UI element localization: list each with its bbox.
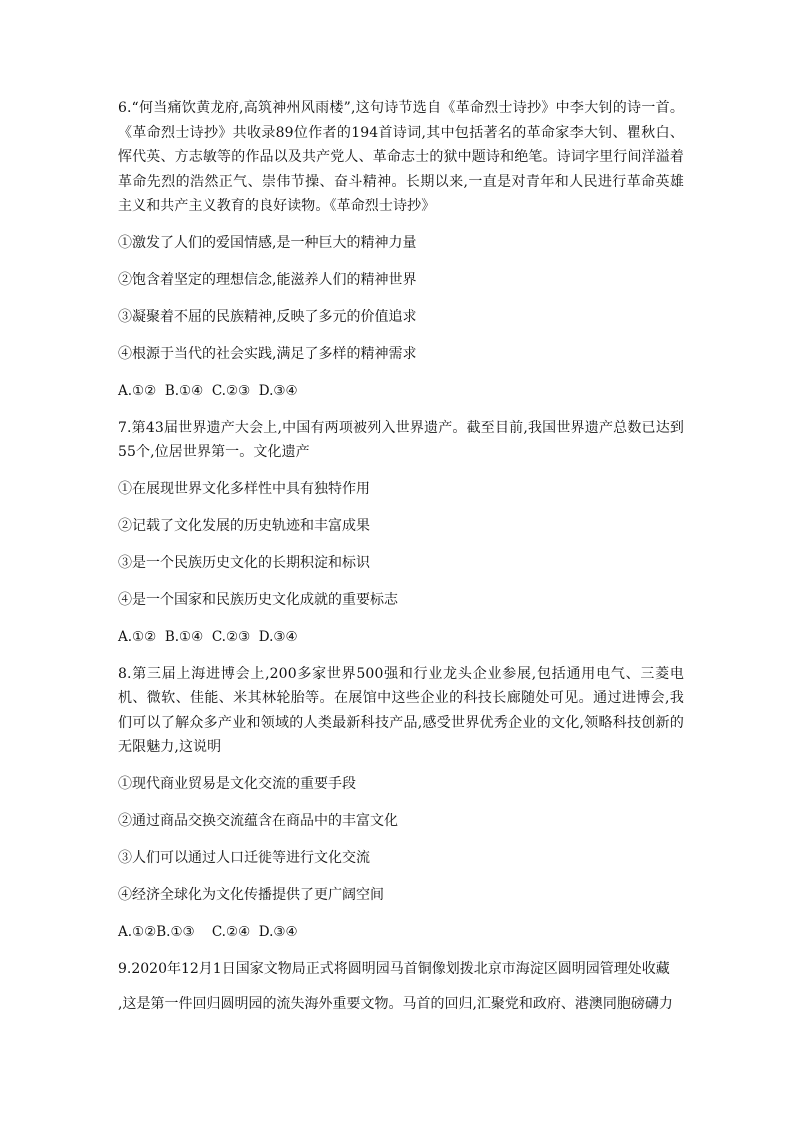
question-8-option-4: ④经济全球化为文化传播提供了更广阔空间	[118, 886, 384, 903]
question-9-line-1: 9.2020年12月1日国家文物局正式将圆明园马首铜像划拨北京市海淀区圆明园管理处收藏	[118, 960, 670, 977]
question-9-line-2: ,这是第一件回归圆明园的流失海外重要文物。马首的回归,汇聚党和政府、港澳同胞磅礴力	[118, 995, 673, 1012]
question-8-option-3: ③人们可以通过人口迁徙等进行文化交流	[118, 849, 370, 866]
question-8-stem: 8.第三届上海进博会上,200多家世界500强和行业龙头企业参展,包括通用电气、三菱电机、微软、佳能、米其林轮胎等。在展馆中这些企业的科技长廊随处可见。通过进博会,我们可以了解众多产业和领域的人类最新科技产品,感受世界优秀企业的文化,领略科技创新的无限魅力,这说明	[118, 665, 684, 755]
question-6-option-2: ②饱含着坚定的理想信念,能滋养人们的精神世界	[118, 271, 417, 288]
question-6-stem: 6.“何当痛饮黄龙府,高筑神州风雨楼”,这句诗节选自《革命烈士诗抄》中李大钊的诗一首。《革命烈士诗抄》共收录89位作者的194首诗词,其中包括著名的革命家李大钊、瞿秋白、恽代英、方志敏等的作品以及共产党人、革命志士的狱中题诗和绝笔。诗词字里行间洋溢着革命先烈的浩然正气、崇伟节操、奋斗精神。长期以来,一直是对青年和人民进行革命英雄主义和共产主义教育的良好读物。《革命烈士诗抄》	[118, 100, 684, 214]
question-8-option-1: ①现代商业贸易是文化交流的重要手段	[118, 775, 356, 792]
question-6-answers: A.①② B.①④ C.②③ D.③④	[118, 382, 298, 399]
document-page	[118, 96, 684, 1016]
question-7-option-4: ④是一个国家和民族历史文化成就的重要标志	[118, 591, 398, 608]
question-8-option-2: ②通过商品交换交流蕴含在商品中的丰富文化	[118, 812, 398, 829]
question-6-option-4: ④根源于当代的社会实践,满足了多样的精神需求	[118, 345, 417, 362]
question-7-option-2: ②记载了文化发展的历史轨迹和丰富成果	[118, 517, 370, 534]
question-7-option-1: ①在展现世界文化多样性中具有独特作用	[118, 480, 370, 497]
question-6-option-1: ①激发了人们的爱国情感,是一种巨大的精神力量	[118, 234, 417, 251]
question-8-answers: A.①②B.①③ C.②④ D.③④	[118, 923, 298, 940]
question-6-option-3: ③凝聚着不屈的民族精神,反映了多元的价值追求	[118, 308, 417, 325]
question-7-option-3: ③是一个民族历史文化的长期积淀和标识	[118, 554, 370, 571]
question-7-answers: A.①② B.①④ C.②③ D.③④	[118, 628, 298, 645]
question-7-stem: 7.第43届世界遗产大会上,中国有两项被列入世界遗产。截至目前,我国世界遗产总数已达到55个,位居世界第一。文化遗产	[118, 419, 684, 460]
